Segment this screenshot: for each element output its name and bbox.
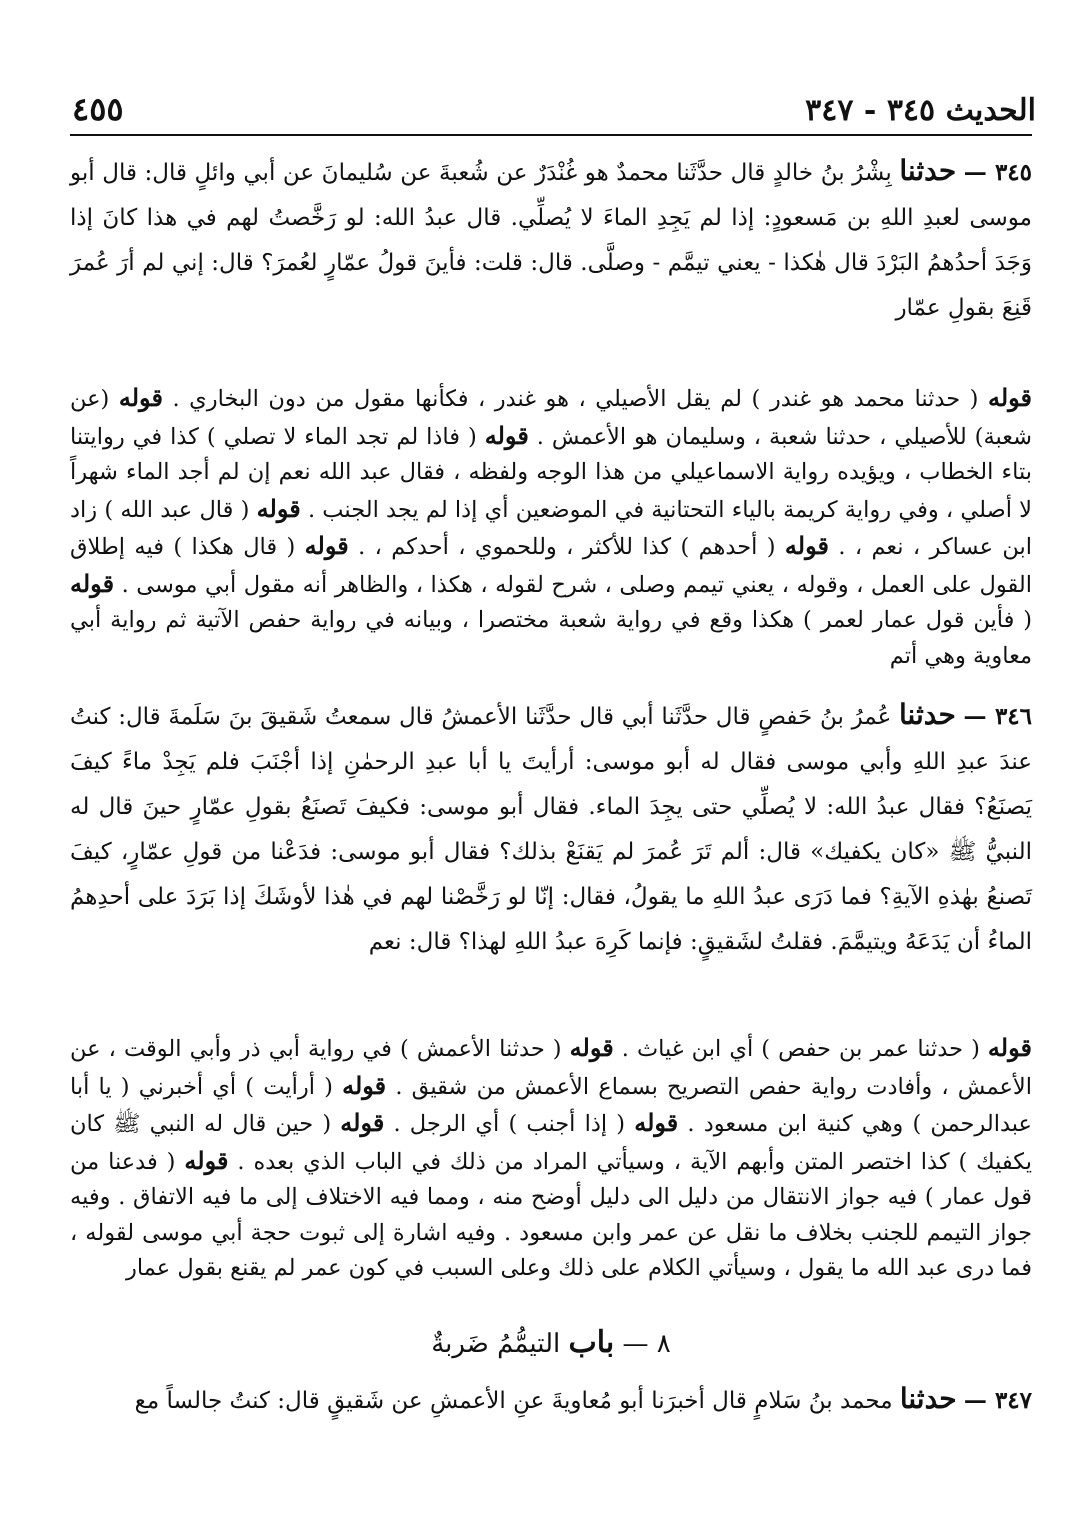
hadith-347 [70,1376,1032,1424]
commentary-345 [70,380,1032,674]
running-head: الحديث ٣٤٥ - ٣٤٧ [805,93,1036,128]
commentary-text: ( حدثنا محمد هو غندر ) لم يقل الأصيلي ، هو غندر ، فكأنها مقول من دون البخاري . [172,386,979,412]
commentary-item [393,1108,679,1137]
hadith-text: بِشْرُ بنُ خالدٍ قال حدَّثَنا محمدٌ هو غُنْدَرٌ عن شُعبةَ عن سُليمانَ عن أبي وائلٍ قال: قال أبو موسى لعبدِ اللهِ بن مَسعودٍ: إذا لم يَجِدِ الماءَ لا يُصلِّي. قال عبدُ الله: لو رَخَّصتُ لهم في هذا كانَ إذا وَجَدَ أحدُهمُ البَرْدَ قال هٰكذا - يعني تيمَّم - وصلَّى. قال: قلت: فأينَ قولُ عمّارٍ لعُمرَ؟ قال: إني لم أرَ عُمرَ قَنِعَ بقولِ عمّار [70,160,1032,321]
header-rule [70,134,1032,136]
commentary-text: ( فدعنا من قول عمار ) فيه جواز الانتقال من دليل الى دليل أوضح منه ، ومما فيه الاختلاف إلى ما فيه الاتفاق . وفيه جواز التيمم للجنب بخلاف ما نقل عن عمر وابن مسعود . وفيه اشارة إلى ثبوت حجة أبي موسى لقوله ، فما درى عبد الله ما يقول ، وسيأتي الكلام على ذلك وعلى السبب في كون عمر لم يقنع بقول عمار [70,1148,1032,1281]
qawluh-marker: قوله [184,1145,229,1175]
qawluh-marker: قوله [987,383,1033,412]
commentary-text: ( حدثنا عمر بن حفص ) أي ابن غياث . [621,1036,980,1062]
commentary-text: ( قال عبد الله ) زاد ابن عساكر ، نعم ، . [70,496,1033,560]
hadith-text: عُمرُ بنُ حَفصٍ قال حدَّثَنا أبي قال حدَّثَنا الأعمشُ قال سمعتُ شَقيقَ بنَ سَلَمةَ قال: كنتُ عندَ عبدِ اللهِ وأبي موسى فقال له أبو موسى: أرأيتَ يا أبا عبدِ الرحمٰنِ إذا أجْنَبَ فلم يَجِدْ ماءً كيفَ يَصنَعُ؟ فقال عبدُ الله: لا يُصلِّي حتى يجِدَ الماء. فقال أبو موسى: فكيفَ تَصنَعُ بقولِ عمّارٍ حينَ قال له النبيُّ ﷺ «كان يكفيك» قال: ألم تَرَ عُمرَ لم يَقنَعْ بذلك؟ فقال أبو موسى: فدَعْنا من قولِ عمّارٍ، كيفَ تَصنعُ بهٰذهِ الآيةِ؟ فما دَرَى عبدُ اللهِ ما يقولُ، فقال: إنّا لو رَخَّصْنا لهم في هٰذا لأوشَكَ إذا بَرَدَ على أحدِهمُ الماءُ أن يَدَعَهُ ويتيمَّمَ. فقلتُ لشَقيقٍ: فإنما كَرِهَ عبدُ اللهِ لهذا؟ قال: نعم [70,704,1032,955]
chapter-word: باب [568,1325,615,1360]
chapter-title: التيمُّمُ ضَربةٌ [431,1329,561,1359]
hadith-keyword: حدثنا [899,698,956,731]
hadith-keyword: حدثنا [899,154,957,187]
hadith-keyword: حدثنا [899,1382,957,1415]
page-header [72,88,1036,128]
commentary-item [358,531,829,560]
commentary-text: ( حدثنا الأعمش ) في رواية أبي ذر وأبي الوقت ، عن الأعمش ، وأفادت رواية حفص التصريح بسماع الأعمش من شقيق . [70,1036,1033,1100]
commentary-text: ( فأين قول عمار لعمر ) هكذا وقع في رواية شعبة مختصرا ، وبيانه في رواية حفص الآتية ثم رواية أبي معاوية وهي أتم [70,607,1032,669]
qawluh-marker: قوله [784,531,829,560]
commentary-text: ( حين قال له النبي ﷺ كان يكفيك ) كذا اختصر المتن وأبهم الآية ، وسيأتي المراد من ذلك في الباب الذي بعده . [70,1111,1032,1175]
commentary-text: ( فاذا لم تجد الماء لا تصلي ) كذا في روايتنا بتاء الخطاب ، ويؤيده رواية الاسماعيلي من هذا الوجه ولفظه ، فقال عبد الله نعم إن لم أجد الماء شهراً لا أصلي ، وفي رواية كريمة بالياء التحتانية في الموضعين أي إذا لم يجد الجنب . [70,423,1033,523]
qawluh-marker: قوله [304,531,349,560]
chapter-number: ٨ — [622,1329,671,1359]
hadith-345 [70,148,1032,331]
hadith-text: محمد بنُ سَلامٍ قال أخبرَنا أبو مُعاويةَ عنِ الأعمشِ عن شَقيقٍ قال: كنتُ جالساً مع [134,1388,893,1414]
hadith-346 [70,692,1032,965]
hadith-number: ٣٤٧ — [963,1387,1032,1414]
commentary-text: ( قال هكذا ) فيه إطلاق القول على العمل ، وقوله ، يعني تيمم وصلى ، شرح لقوله ، هكذا ، والظاهر أنه مقول أبي موسى . [70,534,1032,598]
qawluh-marker: قوله [634,1108,679,1137]
commentary-text: ( أرأيت ) أي أخبرني ( يا أبا عبدالرحمن ) وهي كنية ابن مسعود . [70,1073,1032,1137]
qawluh-marker: قوله [987,1033,1032,1062]
commentary-text: ( أحدهم ) كذا للأكثر ، وللحموي ، أحدكم ، . [358,534,776,560]
qawluh-marker: قوله [569,1033,614,1062]
chapter-heading [70,1318,1032,1368]
qawluh-marker: قوله [342,1070,387,1100]
qawluh-marker: قوله [340,1108,385,1137]
page-number: ٤٥٥ [72,90,124,128]
hadith-number: ٣٤٥ — [963,159,1033,186]
commentary-346 [70,1030,1032,1287]
commentary-item [172,383,1033,412]
qawluh-marker: قوله [70,568,115,598]
qawluh-marker: قوله [256,493,301,523]
hadith-number: ٣٤٦ — [963,703,1032,730]
qawluh-marker: قوله [118,383,163,412]
commentary-text: (عن شعبة) للأصيلي ، حدثنا شعبة ، وسليمان هو الأعمش . [70,386,1032,450]
qawluh-marker: قوله [484,420,529,450]
commentary-item [621,1033,1032,1062]
commentary-text: ( إذا أجنب ) أي الرجل . [393,1111,626,1137]
